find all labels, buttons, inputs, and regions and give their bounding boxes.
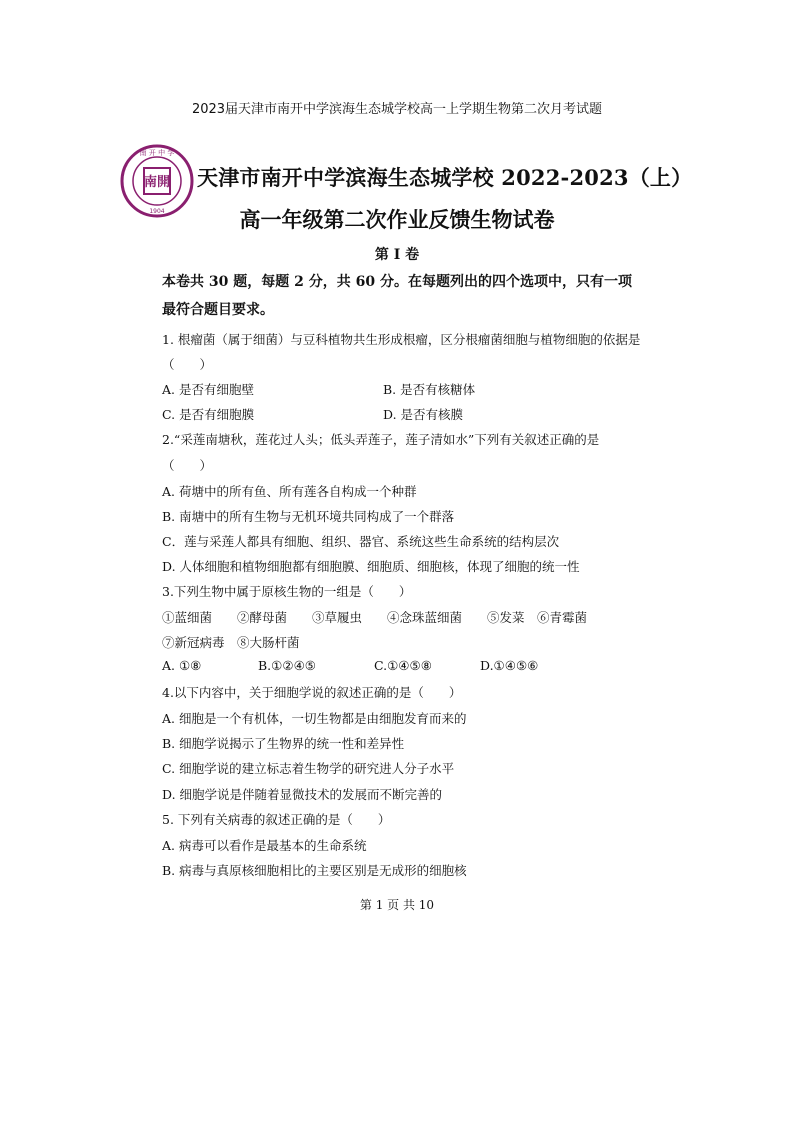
q3-items-line2: ⑦新冠病毒 ⑧大肠杆菌 <box>162 635 300 650</box>
section-intro-line2: 最符合题目要求。 <box>162 302 274 318</box>
q1-option-d: D. 是否有核膜 <box>383 407 464 422</box>
q2-option-b: B. 南塘中的所有生物与无机环境共同构成了一个群落 <box>162 509 455 524</box>
q3-option-d: D.①④⑤⑥ <box>480 658 539 673</box>
q4-option-d: D. 细胞学说是伴随着显微技术的发展而不断完善的 <box>162 787 443 802</box>
q4-option-c: C. 细胞学说的建立标志着生物学的研究进人分子水平 <box>162 761 455 776</box>
q2-blank: （ ） <box>162 458 213 473</box>
q3-option-a: A. ①⑧ <box>162 658 202 673</box>
section-intro-line1: 本卷共 30 题，每题 2 分，共 60 分。在每题列出的四个选项中，只有一项 <box>162 274 632 290</box>
q3-option-b: B.①②④⑤ <box>258 658 316 673</box>
q4-option-a: A. 细胞是一个有机体，一切生物都是由细胞发育而来的 <box>162 711 467 726</box>
exam-title-line1: 天津市南开中学滨海生态城学校 2022-2023（上） <box>197 165 693 190</box>
q5-option-b: B. 病毒与真原核细胞相比的主要区别是无成形的细胞核 <box>162 863 467 878</box>
q5-option-a: A. 病毒可以看作是最基本的生命系统 <box>162 838 367 853</box>
q3-option-c: C.①④⑤⑧ <box>374 658 432 673</box>
q1-option-a: A. 是否有细胞壁 <box>162 382 254 397</box>
q2-option-a: A. 荷塘中的所有鱼、所有莲各自构成一个种群 <box>162 484 417 499</box>
q1-option-b: B. 是否有核糖体 <box>383 382 476 397</box>
q2-stem: 2.“采莲南塘秋，莲花过人头；低头弄莲子，莲子清如水”下列有关叙述正确的是 <box>162 432 600 447</box>
svg-text:南 开 中 学: 南 开 中 学 <box>139 149 175 157</box>
q3-items-line1: ①蓝细菌 ②酵母菌 ③草履虫 ④念珠蓝细菌 ⑤发菜 ⑥青霉菌 <box>162 610 588 625</box>
volume-heading: 第 I 卷 <box>374 247 420 263</box>
svg-text:南開: 南開 <box>143 175 171 190</box>
q4-option-b: B. 细胞学说揭示了生物界的统一性和差异性 <box>162 736 405 751</box>
q2-option-d: D. 人体细胞和植物细胞都有细胞膜、细胞质、细胞核，体现了细胞的统一性 <box>162 559 580 574</box>
page-footer: 第 1 页 共 10 <box>359 898 435 912</box>
document-header: 2023届天津市南开中学滨海生态城学校高一上学期生物第二次月考试题 <box>191 102 603 117</box>
exam-title-line2: 高一年级第二次作业反馈生物试卷 <box>239 207 555 232</box>
q2-option-c: C．莲与采莲人都具有细胞、组织、器官、系统这些生命系统的结构层次 <box>162 534 560 549</box>
q5-stem: 5. 下列有关病毒的叙述正确的是（ ） <box>162 812 391 827</box>
q4-stem: 4.以下内容中，关于细胞学说的叙述正确的是（ ） <box>162 685 462 700</box>
q1-option-c: C. 是否有细胞膜 <box>162 407 255 422</box>
q1-blank: （ ） <box>162 357 213 372</box>
q3-stem: 3.下列生物中属于原核生物的一组是（ ） <box>162 584 412 599</box>
q1-stem: 1. 根瘤菌（属于细菌）与豆科植物共生形成根瘤，区分根瘤菌细胞与植物细胞的依据是 <box>162 332 641 347</box>
svg-text:1904: 1904 <box>149 208 165 215</box>
